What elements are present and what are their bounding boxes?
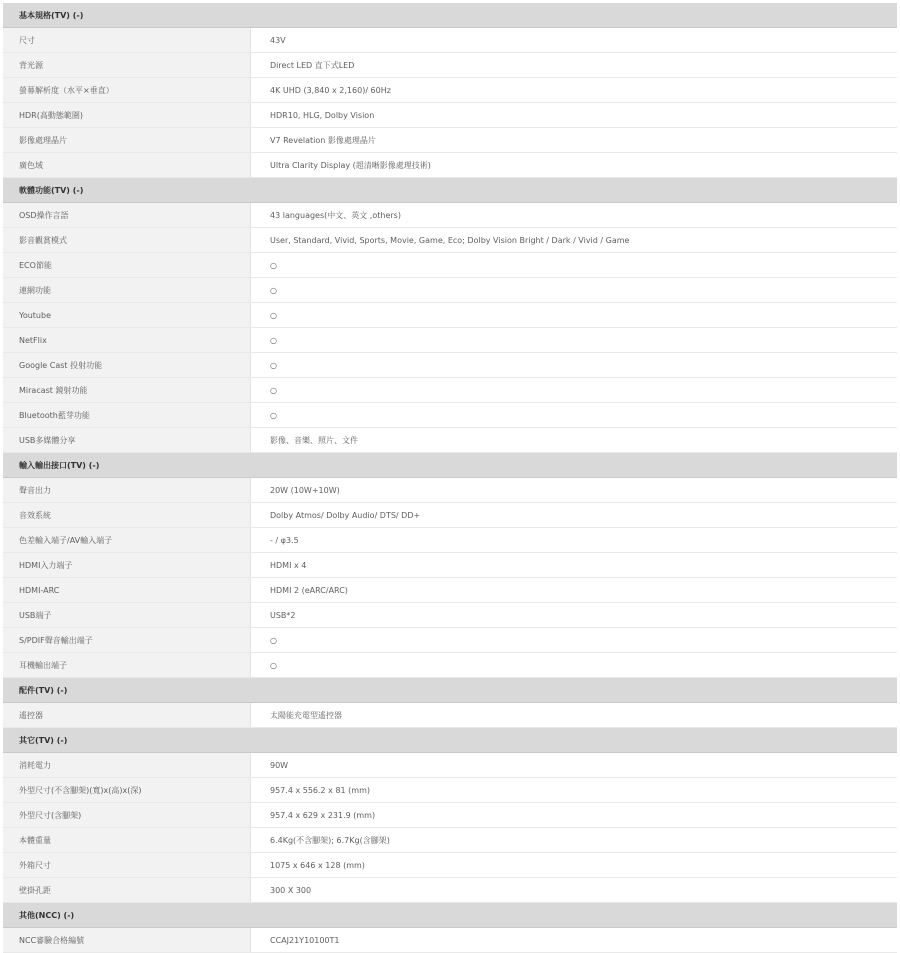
section-header-io-ports[interactable]: 輸入輸出接口(TV) (-)	[3, 453, 897, 478]
spec-value: CCAJ21Y10100T1	[251, 928, 897, 952]
spec-row	[3, 278, 897, 303]
spec-value: 300 X 300	[251, 878, 897, 902]
spec-value: 1075 x 646 x 128 (mm)	[251, 853, 897, 877]
spec-label: 連網功能	[3, 278, 251, 302]
spec-value: HDMI 2 (eARC/ARC)	[251, 578, 897, 602]
spec-row	[3, 378, 897, 403]
spec-label: 外型尺寸(含腳架)	[3, 803, 251, 827]
spec-row	[3, 653, 897, 678]
spec-row	[3, 478, 897, 503]
spec-row	[3, 128, 897, 153]
spec-label: HDMI入力端子	[3, 553, 251, 577]
spec-value: 20W (10W+10W)	[251, 478, 897, 502]
spec-label: 色差輸入端子/AV輸入端子	[3, 528, 251, 552]
spec-label: USB多媒體分享	[3, 428, 251, 452]
spec-label: 背光源	[3, 53, 251, 77]
spec-label: Youtube	[3, 303, 251, 327]
spec-label: 廣色域	[3, 153, 251, 177]
spec-row	[3, 103, 897, 128]
spec-value: 43V	[251, 28, 897, 52]
spec-label: 音效系統	[3, 503, 251, 527]
section-header-accessories[interactable]: 配件(TV) (-)	[3, 678, 897, 703]
section-header-ncc[interactable]: 其他(NCC) (-)	[3, 903, 897, 928]
spec-row	[3, 53, 897, 78]
spec-label: HDMI-ARC	[3, 578, 251, 602]
supported-mark: ○	[251, 403, 897, 427]
spec-value: Direct LED 直下式LED	[251, 53, 897, 77]
section-header-software-features[interactable]: 軟體功能(TV) (-)	[3, 178, 897, 203]
spec-row	[3, 203, 897, 228]
spec-label: HDR(高動態範圍)	[3, 103, 251, 127]
spec-row	[3, 553, 897, 578]
spec-row	[3, 878, 897, 903]
supported-mark: ○	[251, 253, 897, 277]
spec-label: ECO節能	[3, 253, 251, 277]
section-header-basic-specs[interactable]: 基本規格(TV) (-)	[3, 3, 897, 28]
spec-value: 影像、音樂、照片、文件	[251, 428, 897, 452]
spec-row	[3, 253, 897, 278]
spec-value: HDMI x 4	[251, 553, 897, 577]
spec-row	[3, 853, 897, 878]
spec-label: 聲音出力	[3, 478, 251, 502]
spec-value: Ultra Clarity Display (超清晰影像處理技術)	[251, 153, 897, 177]
spec-row	[3, 528, 897, 553]
spec-label: NetFlix	[3, 328, 251, 352]
spec-value: 957.4 x 556.2 x 81 (mm)	[251, 778, 897, 802]
spec-row	[3, 778, 897, 803]
spec-row	[3, 328, 897, 353]
spec-row	[3, 803, 897, 828]
supported-mark: ○	[251, 353, 897, 377]
spec-label: Google Cast 投射功能	[3, 353, 251, 377]
spec-label: 尺寸	[3, 28, 251, 52]
spec-value: 6.4Kg(不含腳架); 6.7Kg(含腳架)	[251, 828, 897, 852]
spec-value: V7 Revelation 影像處理晶片	[251, 128, 897, 152]
spec-row	[3, 353, 897, 378]
spec-row	[3, 78, 897, 103]
spec-row	[3, 228, 897, 253]
spec-label: NCC審驗合格編號	[3, 928, 251, 952]
spec-value: 957.4 x 629 x 231.9 (mm)	[251, 803, 897, 827]
spec-value: - / φ3.5	[251, 528, 897, 552]
spec-value: Dolby Atmos/ Dolby Audio/ DTS/ DD+	[251, 503, 897, 527]
spec-value: USB*2	[251, 603, 897, 627]
spec-label: S/PDIF聲音輸出端子	[3, 628, 251, 652]
spec-row	[3, 303, 897, 328]
spec-label: 本體重量	[3, 828, 251, 852]
spec-label: 消耗電力	[3, 753, 251, 777]
spec-row	[3, 828, 897, 853]
spec-label: 影像處理晶片	[3, 128, 251, 152]
spec-row	[3, 928, 897, 953]
spec-label: Miracast 鏡射功能	[3, 378, 251, 402]
spec-label: 外箱尺寸	[3, 853, 251, 877]
spec-value: 90W	[251, 753, 897, 777]
spec-row	[3, 428, 897, 453]
supported-mark: ○	[251, 628, 897, 652]
spec-label: 影音觀賞模式	[3, 228, 251, 252]
spec-value: User, Standard, Vivid, Sports, Movie, Game, Eco; Dolby Vision Bright / Dark / Vivid / Game	[251, 228, 897, 252]
spec-label: USB端子	[3, 603, 251, 627]
spec-row	[3, 703, 897, 728]
spec-row	[3, 628, 897, 653]
spec-label: 螢幕解析度（水平×垂直）	[3, 78, 251, 102]
spec-value: 43 languages(中文、英文 ,others)	[251, 203, 897, 227]
spec-value: HDR10, HLG, Dolby Vision	[251, 103, 897, 127]
spec-label: 遙控器	[3, 703, 251, 727]
supported-mark: ○	[251, 328, 897, 352]
section-header-other-tv[interactable]: 其它(TV) (-)	[3, 728, 897, 753]
spec-label: Bluetooth藍芽功能	[3, 403, 251, 427]
supported-mark: ○	[251, 303, 897, 327]
spec-row	[3, 753, 897, 778]
spec-label: OSD操作言語	[3, 203, 251, 227]
spec-row	[3, 578, 897, 603]
supported-mark: ○	[251, 278, 897, 302]
spec-row	[3, 503, 897, 528]
supported-mark: ○	[251, 653, 897, 677]
spec-label: 耳機輸出端子	[3, 653, 251, 677]
spec-row	[3, 153, 897, 178]
spec-label: 外型尺寸(不含腳架)(寬)x(高)x(深)	[3, 778, 251, 802]
spec-value: 太陽能充電型遙控器	[251, 703, 897, 727]
spec-row	[3, 603, 897, 628]
spec-row	[3, 28, 897, 53]
spec-value: 4K UHD (3,840 x 2,160)/ 60Hz	[251, 78, 897, 102]
spec-row	[3, 403, 897, 428]
spec-table	[3, 3, 897, 953]
spec-label: 壁掛孔距	[3, 878, 251, 902]
supported-mark: ○	[251, 378, 897, 402]
